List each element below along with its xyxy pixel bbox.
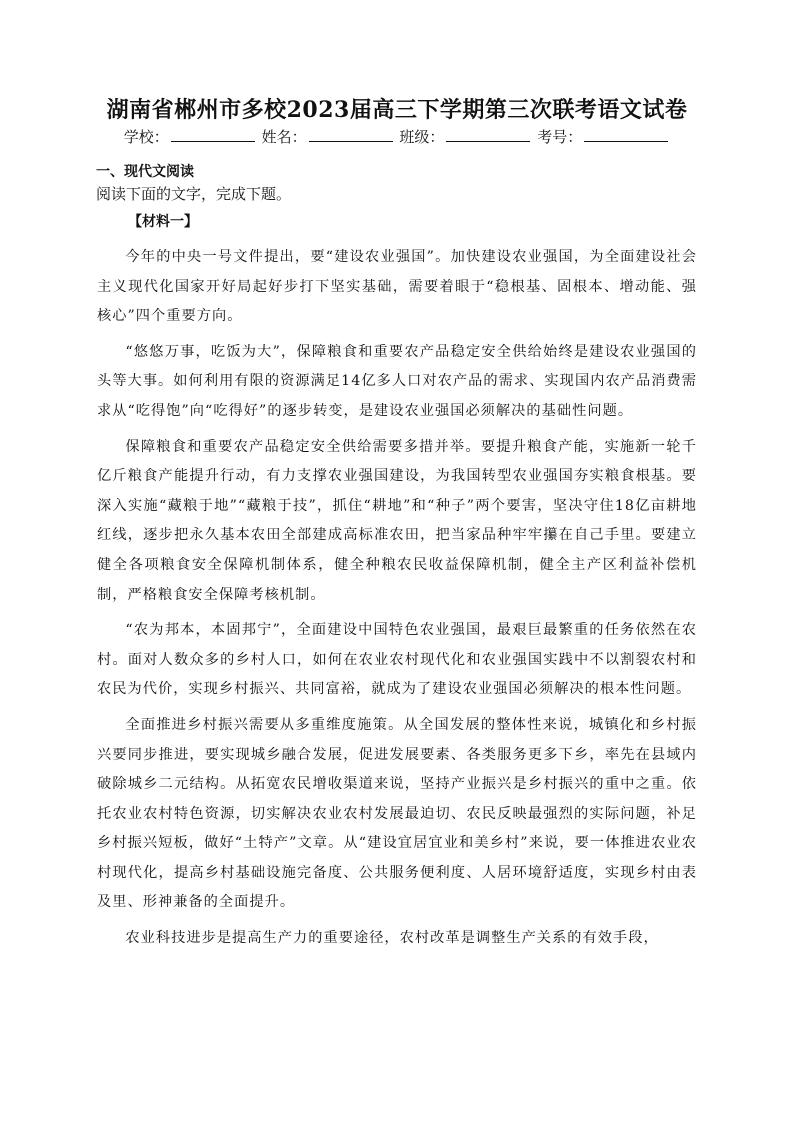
exam-number-blank[interactable]	[584, 127, 668, 142]
class-label: 班级：	[399, 128, 445, 146]
passage-body	[97, 243, 697, 960]
section-heading: 一、现代文阅读	[96, 164, 194, 180]
passage-paragraph: 农业科技进步是提高生产力的重要途径，农村改革是调整生产关系的有效手段，	[125, 930, 659, 947]
material-label: 【材料一】	[128, 214, 198, 230]
name-label: 姓名：	[261, 128, 307, 146]
passage-paragraph: “悠悠万事，吃饭为大”，保障粮食和重要农产品稳定安全供给始终是建设农业强国的头等大事。如何利用有限的资源满足14亿多人口对农产品的需求、实现国内农产品消费需求从“吃得饱”向“吃得好”的逐步转变，是建设农业强国必须解决的基础性问题。	[97, 343, 697, 419]
passage-paragraph: “农为邦本，本固邦宁”，全面建设中国特色农业强国，最艰巨最繁重的任务依然在农村。面对人数众多的乡村人口，如何在农业农村现代化和农业强国实践中不以割裂农村和农民为代价，实现乡村振兴、共同富裕，就成为了建设农业强国必须解决的根本性问题。	[97, 622, 697, 698]
passage-paragraph: 今年的中央一号文件提出，要“建设农业强国”。加快建设农业强国，为全面建设社会主义现代化国家开好局起好步打下坚实基础，需要着眼于“稳根基、固根本、增动能、强核心”四个重要方向。	[97, 249, 697, 325]
class-blank[interactable]	[446, 127, 530, 142]
name-blank[interactable]	[309, 127, 393, 142]
reading-instruction: 阅读下面的文字，完成下题。	[96, 185, 292, 203]
school-blank[interactable]	[171, 127, 255, 142]
exam-title: 湖南省郴州市多校2023届高三下学期第三次联考语文试卷	[106, 97, 688, 123]
passage-paragraph: 保障粮食和重要农产品稳定安全供给需要多措并举。要提升粮食产能，实施新一轮千亿斤粮食产能提升行动，有力支撑农业强国建设，为我国转型农业强国夯实粮食根基。要深入实施“藏粮于地”“藏粮于技”，抓住“耕地”和“种子”两个要害，坚决守住18亿亩耕地红线，逐步把永久基本农田全部建成高标准农田，把当家品种牢牢攥在自己手里。要建立健全各项粮食安全保障机制体系，健全种粮农民收益保障机制，健全主产区利益补偿机制，严格粮食安全保障考核机制。	[97, 438, 697, 603]
passage-paragraph: 全面推进乡村振兴需要从多重维度施策。从全国发展的整体性来说，城镇化和乡村振兴要同步推进，要实现城乡融合发展，促进发展要素、各类服务更多下乡，率先在县域内破除城乡二元结构。从拓宽农民增收渠道来说，坚持产业振兴是乡村振兴的重中之重。依托农业农村特色资源，切实解决农业农村发展最迫切、农民反映最强烈的实际问题，补足乡村振兴短板，做好“土特产”文章。从“建设宜居宜业和美乡村”来说，要一体推进农业农村现代化，提高乡村基础设施完备度、公共服务便利度、人居环境舒适度，实现乡村由表及里、形神兼备的全面提升。	[97, 716, 697, 911]
school-label: 学校：	[123, 128, 169, 146]
exam-number-label: 考号：	[537, 128, 583, 146]
student-info-line	[0, 126, 794, 148]
